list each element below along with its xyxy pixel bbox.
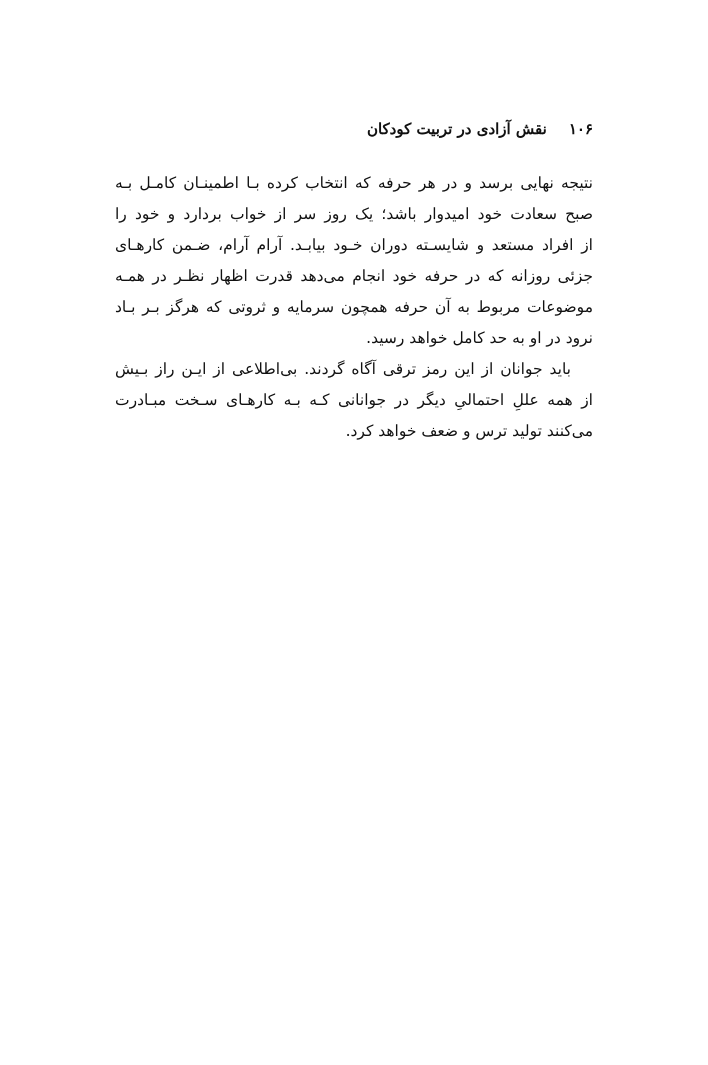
text-line: جزئی روزانه که در حرفه خود انجام می‌دهد قدرت اظهار نظـر در همـه — [115, 267, 593, 285]
body-text — [115, 168, 593, 447]
paragraph-1 — [115, 168, 593, 354]
text-line: نرود در او به حد کامل خواهد رسید. — [366, 329, 593, 347]
running-title: نقش آزادی در تربیت کودکان — [366, 120, 547, 138]
text-line: باید جوانان از این رمز ترقی آگاه گردند. بی‌اطلاعی از ایـن راز بـیش — [115, 360, 571, 378]
page-number: ۱۰۶ — [568, 120, 593, 138]
running-head — [367, 120, 593, 138]
text-line: موضوعات مربوط به آن حرفه همچون سرمایه و ثروتی که هرگز بـر بـاد — [115, 298, 593, 316]
paragraph-2 — [115, 354, 593, 447]
text-line: از افراد مستعد و شایسـته دوران خـود بیابـد. آرام آرام، ضـمن کارهـای — [115, 236, 593, 254]
text-line: نتیجه نهایی برسد و در هر حرفه که انتخاب کرده بـا اطمینـان کامـل بـه — [115, 174, 593, 192]
text-line: می‌کنند تولید ترس و ضعف خواهد کرد. — [345, 422, 593, 440]
text-line: صبح سعادت خود امیدوار باشد؛ یک روز سر از خواب بردارد و خود را — [115, 205, 593, 223]
text-line: از همه عللِ احتمالیِ دیگر در جوانانی کـه بـه کارهـای سـخت مبـادرت — [115, 391, 593, 409]
